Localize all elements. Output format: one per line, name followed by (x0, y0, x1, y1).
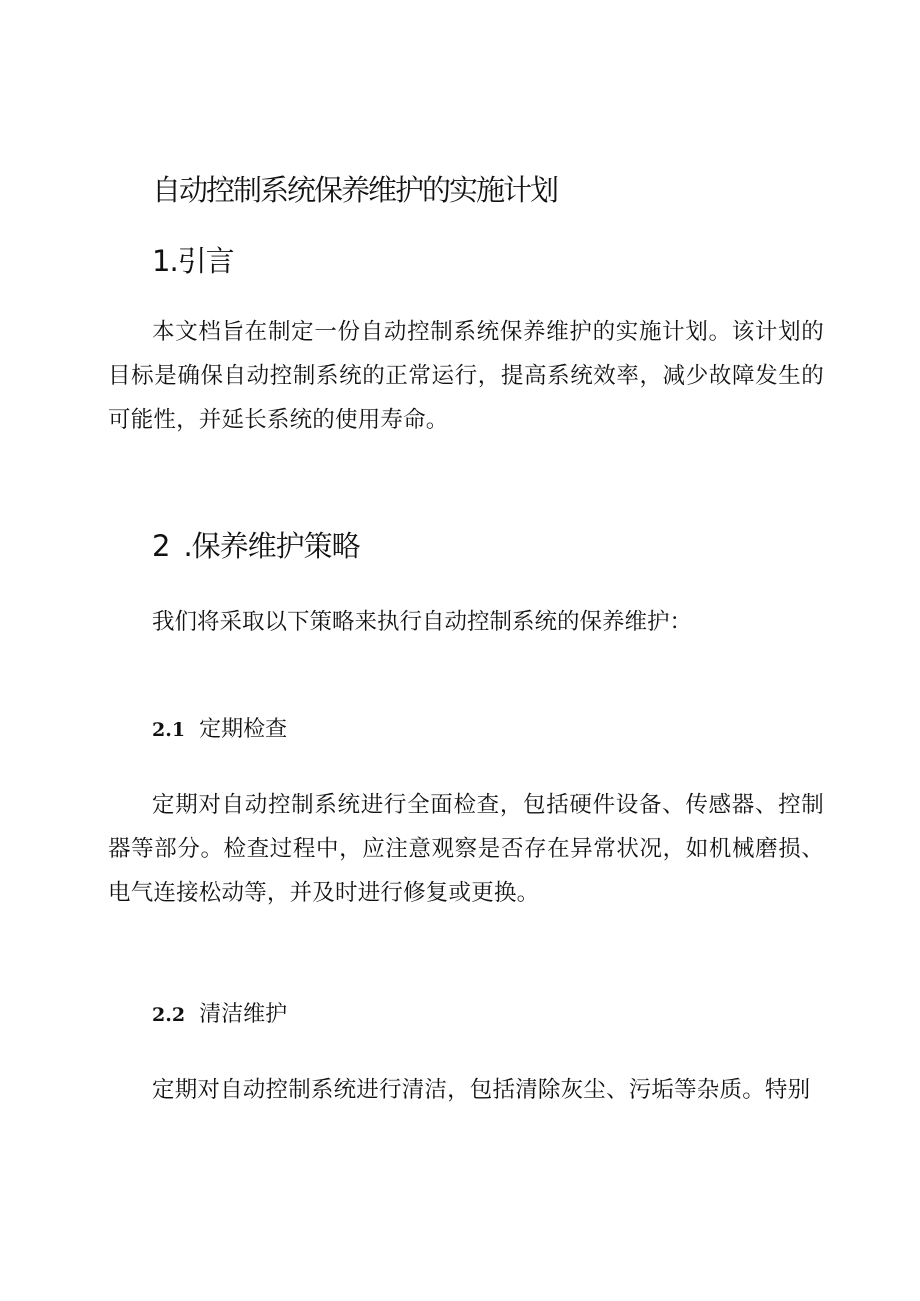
subsection-2-2-heading (152, 997, 287, 1028)
section-1-number: 1. (152, 244, 178, 278)
section-2-heading (152, 524, 360, 565)
subsection-2-1-title: 定期检查 (199, 717, 288, 742)
subsection-2-2-paragraph: 定期对自动控制系统进行清洁，包括清除灰尘、污垢等杂质。特别 (152, 1077, 811, 1103)
section-2-intro: 我们将采取以下策略来执行自动控制系统的保养维护： (152, 609, 693, 635)
subsection-2-2-number: 2.2 (152, 1004, 186, 1026)
section-2-number: 2 (152, 529, 170, 563)
section-1-paragraph: 本文档旨在制定一份自动控制系统保养维护的实施计划。该计划的目标是确保自动控制系统的正常运行，提高系统效率，减少故障发生的可能性，并延长系统的使用寿命。 (108, 319, 824, 433)
section-2-title: .保养维护策略 (183, 529, 360, 563)
subsection-2-1-number: 2.1 (152, 719, 186, 741)
subsection-2-1-paragraph: 定期对自动控制系统进行全面检查，包括硬件设备、传感器、控制器等部分。检查过程中，应注意观察是否存在异常状况，如机械磨损、电气连接松动等，并及时进行修复或更换。 (108, 792, 824, 906)
document-title: 自动控制系统保养维护的实施计划 (152, 173, 558, 207)
section-1-title: 引言 (177, 244, 234, 278)
subsection-2-1-heading (152, 712, 287, 743)
section-1-heading (152, 239, 234, 280)
subsection-2-2-title: 清洁维护 (199, 1002, 288, 1027)
